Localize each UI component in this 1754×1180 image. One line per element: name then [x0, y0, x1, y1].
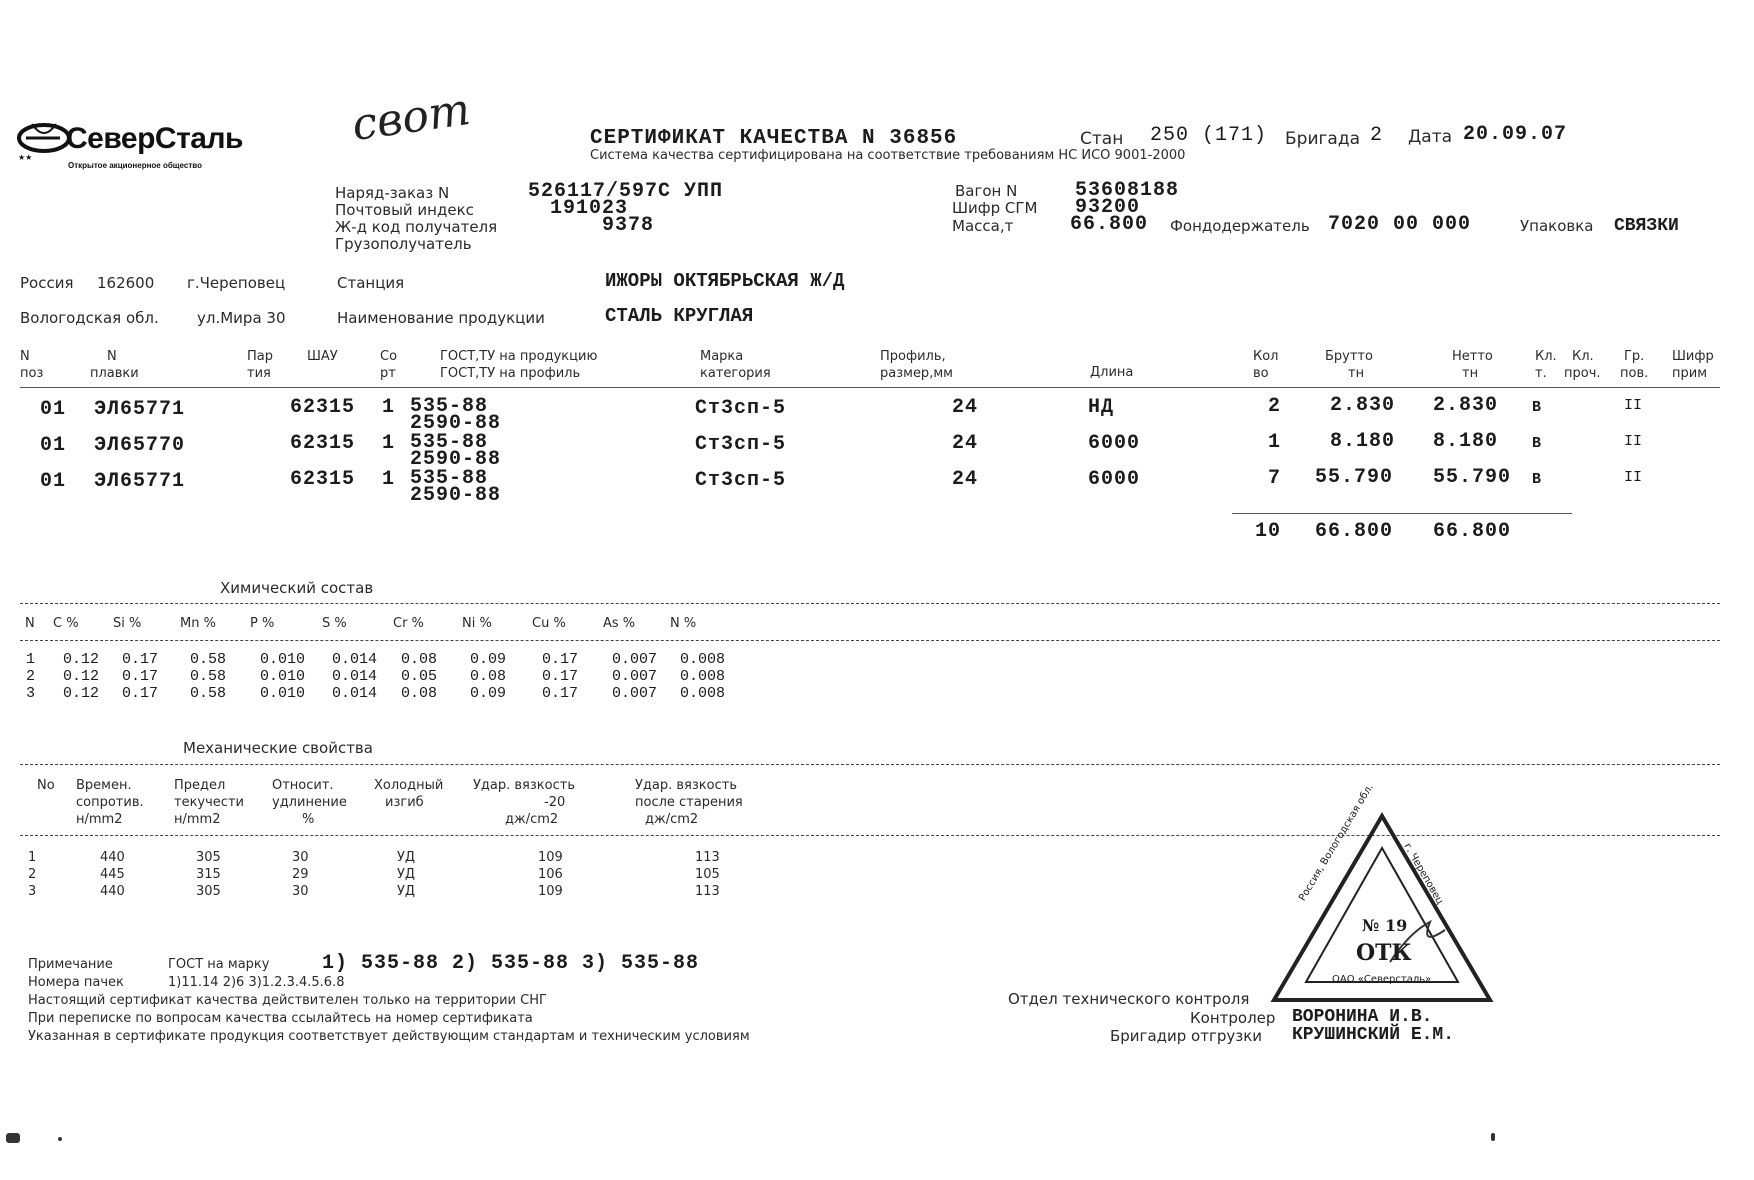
row-length: НД [1088, 396, 1115, 419]
row-gost-product: 535-88 [410, 395, 489, 418]
packs-label: Номера пачек [28, 975, 124, 990]
chem-cell: 0.17 [542, 651, 579, 668]
consignee-label: Грузополучатель [335, 235, 472, 253]
totals-divider [1232, 513, 1572, 514]
scan-speck [58, 1137, 62, 1141]
mech-cell: 2 [28, 867, 37, 882]
row-grade: Ст3сп-5 [695, 469, 787, 492]
row-gross: 8.180 [1330, 430, 1396, 453]
chemistry-title: Химический состав [220, 579, 374, 597]
mech-cell: УД [397, 850, 416, 865]
chem-cell: 0.09 [470, 685, 507, 702]
gost-label: ГОСТ на марку [168, 957, 270, 972]
packs-value: 1)11.14 2)6 3)1.2.3.4.5.6.8 [168, 975, 345, 990]
row-net: 55.790 [1433, 466, 1512, 489]
cipher-label: Шифр СГМ [952, 199, 1038, 217]
col-sort-2: рт [380, 366, 396, 381]
col-profile: Профиль, [880, 349, 946, 364]
mech-col-impact-aged: Удар. вязкость [635, 778, 737, 793]
address-city: г.Череповец [187, 274, 286, 292]
mech-col-bend: Холодный [374, 778, 444, 793]
chem-cell: 0.008 [680, 668, 726, 685]
pack-label: Упаковка [1520, 217, 1594, 235]
otk-stamp [1270, 782, 1494, 1008]
col-party-2: тия [247, 366, 271, 381]
stamp-number: № 19 [1362, 916, 1408, 935]
stan-value: 250 (171) [1150, 124, 1268, 147]
mech-col-impact: Удар. вязкость [473, 778, 575, 793]
stan-label: Стан [1080, 129, 1124, 149]
mech-cell: 3 [28, 884, 37, 899]
col-gost-2: ГОСТ,ТУ на профиль [440, 366, 581, 381]
col-gross-2: тн [1348, 366, 1365, 381]
gost-value: 1) 535-88 2) 535-88 3) 535-88 [322, 952, 700, 975]
note-line-2: При переписке по вопросам качества ссылайтесь на номер сертификата [28, 1011, 533, 1026]
postal-label: Почтовый индекс [335, 201, 474, 219]
mech-cell: 445 [100, 867, 125, 882]
mass-label: Масса,т [952, 217, 1014, 235]
address-zip: 162600 [97, 274, 155, 292]
col-pos-2: поз [20, 366, 44, 381]
mech-col-elong-2: удлинение [272, 795, 347, 810]
chem-col-mn: Mn % [180, 616, 216, 631]
chemistry-header-rule [20, 640, 1720, 641]
chem-col-p: P % [250, 616, 275, 631]
row-surface: II [1624, 469, 1643, 486]
mech-col-impact-2: -20 [544, 795, 566, 810]
chem-cell: 1 [26, 651, 36, 668]
mech-cell: 440 [100, 850, 125, 865]
row-net: 8.180 [1433, 430, 1499, 453]
chem-cell: 0.17 [542, 668, 579, 685]
mech-col-elong-3: % [302, 812, 315, 827]
stamp-dept: ОТК [1356, 940, 1412, 966]
row-pos: 01 [40, 434, 67, 457]
chem-cell: 0.007 [612, 668, 658, 685]
row-cls: В [1532, 435, 1542, 452]
logo-brand: СеверСталь [66, 122, 243, 155]
row-cls: В [1532, 399, 1542, 416]
chem-cell: 0.17 [122, 651, 159, 668]
order-label: Наряд-заказ N [335, 184, 450, 202]
row-pos: 01 [40, 470, 67, 493]
station-label: Станция [337, 274, 405, 292]
mech-col-impact-aged-3: дж/cm2 [645, 812, 699, 827]
row-gost-profile: 2590-88 [410, 448, 502, 471]
station-value: ИЖОРЫ ОКТЯБРЬСКАЯ Ж/Д [605, 270, 845, 292]
row-gost-profile: 2590-88 [410, 412, 502, 435]
row-net: 2.830 [1433, 394, 1499, 417]
col-sort: Со [380, 349, 398, 364]
row-shau: 62315 [290, 396, 356, 419]
chemistry-top-rule [20, 603, 1720, 604]
mech-cell: 109 [538, 884, 563, 899]
mech-cell: 113 [695, 850, 720, 865]
svg-text:★★: ★★ [18, 153, 33, 162]
chem-col-c: C % [53, 616, 79, 631]
row-sort: 1 [382, 432, 396, 455]
col-grade-2: категория [700, 366, 771, 381]
row-profile: 24 [952, 468, 979, 491]
mech-cell: 305 [196, 884, 221, 899]
chem-col-nn: N % [670, 616, 697, 631]
col-cipher: Шифр [1672, 349, 1714, 364]
mech-cell: 305 [196, 850, 221, 865]
row-gross: 2.830 [1330, 394, 1396, 417]
certificate-subtitle: Система качества сертифицирована на соответствие требованиям НС ИСО 9001-2000 [590, 148, 1186, 163]
chem-cell: 0.17 [542, 685, 579, 702]
scan-speck [6, 1133, 20, 1143]
row-surface: II [1624, 397, 1643, 414]
certificate-title: СЕРТИФИКАТ КАЧЕСТВА N 36856 [590, 127, 958, 150]
chem-col-cu: Cu % [532, 616, 566, 631]
mechanics-title: Механические свойства [183, 739, 373, 757]
chem-cell: 0.05 [401, 668, 438, 685]
brigadier-value: КРУШИНСКИЙ Е.М. [1292, 1025, 1455, 1045]
date-label: Дата [1408, 127, 1453, 147]
severstal-logo [16, 116, 286, 176]
chem-cell: 0.08 [470, 668, 507, 685]
col-strength-2: проч. [1564, 366, 1601, 381]
col-grade: Марка [700, 349, 744, 364]
row-length: 6000 [1088, 432, 1141, 455]
mech-cell: 315 [196, 867, 221, 882]
total-qty: 10 [1255, 520, 1282, 543]
row-heat: ЭЛ65770 [94, 434, 186, 457]
col-cipher-2: прим [1672, 366, 1708, 381]
mech-col-impact-3: дж/cm2 [505, 812, 559, 827]
product-value: СТАЛЬ КРУГЛАЯ [605, 305, 754, 327]
row-profile: 24 [952, 396, 979, 419]
row-cls: В [1532, 471, 1542, 488]
mech-cell: 440 [100, 884, 125, 899]
brigadier-label: Бригадир отгрузки [1110, 1027, 1263, 1045]
mech-cell: УД [397, 867, 416, 882]
total-gross: 66.800 [1315, 520, 1394, 543]
col-heat-2: плавки [90, 366, 139, 381]
row-gost-product: 535-88 [410, 467, 489, 490]
chem-col-cr: Cr % [393, 616, 424, 631]
stamp-org: ОАО «Северсталь» [1332, 974, 1432, 985]
row-length: 6000 [1088, 468, 1141, 491]
pack-value: СВЯЗКИ [1614, 216, 1679, 236]
row-profile: 24 [952, 432, 979, 455]
fund-label: Фондодержатель [1170, 217, 1310, 235]
chem-cell: 0.014 [332, 668, 378, 685]
col-surface-2: пов. [1620, 366, 1649, 381]
row-grade: Ст3сп-5 [695, 397, 787, 420]
chem-cell: 0.010 [260, 685, 306, 702]
col-gost: ГОСТ,ТУ на продукцию [440, 349, 598, 364]
order-value: 526117/597С УПП [528, 180, 724, 203]
row-sort: 1 [382, 468, 396, 491]
chem-col-as: As % [603, 616, 636, 631]
controller-label: Контролер [1190, 1009, 1276, 1027]
chem-cell: 0.010 [260, 668, 306, 685]
chem-col-ni: Ni % [462, 616, 492, 631]
note-line-3: Указанная в сертификате продукция соответствует действующим стандартам и техническим условиям [28, 1029, 750, 1044]
mech-col-impact-aged-2: после старения [635, 795, 743, 810]
mechanics-top-rule [20, 764, 1720, 765]
chem-cell: 0.008 [680, 685, 726, 702]
col-cls: Кл. [1535, 349, 1557, 364]
mech-cell: 109 [538, 850, 563, 865]
col-net: Нетто [1452, 349, 1493, 364]
mech-col-elong: Относит. [272, 778, 334, 793]
col-profile-2: размер,мм [880, 366, 953, 381]
stamp-left-edge: Россия, Вологодская обл. [1297, 782, 1376, 904]
chem-cell: 0.17 [122, 668, 159, 685]
row-gost-product: 535-88 [410, 431, 489, 454]
fund-value: 7020 00 000 [1328, 213, 1472, 236]
scan-speck [1491, 1133, 1495, 1141]
col-length: Длина [1090, 365, 1134, 380]
stamp-right-edge: г. Череповец [1401, 841, 1446, 907]
wagon-value: 53608188 [1075, 179, 1180, 202]
mass-value: 66.800 [1070, 213, 1149, 236]
col-cls-2: т. [1535, 366, 1547, 381]
chem-col-s: S % [322, 616, 347, 631]
row-qty: 1 [1268, 431, 1282, 454]
chem-col-n: N [25, 616, 35, 631]
col-surface: Гр. [1624, 349, 1645, 364]
col-qty: Кол [1253, 349, 1279, 364]
chem-cell: 0.014 [332, 651, 378, 668]
col-pos: N [20, 349, 30, 364]
product-label: Наименование продукции [337, 309, 545, 327]
address-region: Вологодская обл. [20, 309, 159, 327]
rail-code-value: 9378 [602, 214, 655, 237]
row-qty: 2 [1268, 395, 1282, 418]
row-gross: 55.790 [1315, 466, 1394, 489]
cipher-value: 93200 [1075, 196, 1141, 219]
date-value: 20.09.07 [1463, 123, 1568, 146]
qc-dept: Отдел технического контроля [1008, 990, 1250, 1008]
mech-cell: 30 [292, 850, 309, 865]
col-shau: ШАУ [307, 349, 338, 364]
row-qty: 7 [1268, 467, 1282, 490]
chem-cell: 0.010 [260, 651, 306, 668]
col-heat: N [107, 349, 117, 364]
mech-col-tensile: Времен. [76, 778, 132, 793]
mech-cell: 113 [695, 884, 720, 899]
mech-col-tensile-2: сопротив. [76, 795, 144, 810]
mech-cell: 30 [292, 884, 309, 899]
chem-cell: 0.007 [612, 685, 658, 702]
mech-col-tensile-3: н/mm2 [76, 812, 123, 827]
wagon-label: Вагон N [955, 182, 1018, 200]
col-party: Пар [247, 349, 273, 364]
chem-cell: 0.12 [63, 668, 100, 685]
chem-cell: 0.17 [122, 685, 159, 702]
row-shau: 62315 [290, 468, 356, 491]
row-grade: Ст3сп-5 [695, 433, 787, 456]
brigade-value: 2 [1370, 124, 1384, 147]
row-pos: 01 [40, 398, 67, 421]
chem-cell: 0.08 [401, 685, 438, 702]
row-gost-profile: 2590-88 [410, 484, 502, 507]
postal-value: 191023 [550, 197, 629, 220]
mech-col-bend-2: изгиб [385, 795, 424, 810]
row-heat: ЭЛ65771 [94, 398, 186, 421]
col-qty-2: во [1253, 366, 1269, 381]
remark-label: Примечание [28, 957, 113, 972]
note-line-1: Настоящий сертификат качества действителен только на территории СНГ [28, 993, 547, 1008]
chem-cell: 0.008 [680, 651, 726, 668]
brigade-label: Бригада [1285, 129, 1361, 149]
mech-col-no: No [37, 778, 55, 793]
chem-cell: 0.014 [332, 685, 378, 702]
row-surface: II [1624, 433, 1643, 450]
chem-cell: 0.12 [63, 685, 100, 702]
chem-cell: 3 [26, 685, 36, 702]
mech-cell: 106 [538, 867, 563, 882]
mech-cell: УД [397, 884, 416, 899]
address-street: ул.Мира 30 [197, 309, 286, 327]
chem-cell: 0.12 [63, 651, 100, 668]
mech-cell: 29 [292, 867, 309, 882]
logo-subtitle: Открытое акционерное общество [68, 161, 202, 170]
mech-col-yield-3: н/mm2 [174, 812, 221, 827]
handwritten-note: свот [348, 84, 474, 152]
chem-cell: 0.58 [190, 668, 227, 685]
chem-cell: 0.09 [470, 651, 507, 668]
row-heat: ЭЛ65771 [94, 470, 186, 493]
chem-cell: 0.58 [190, 685, 227, 702]
col-strength: Кл. [1572, 349, 1594, 364]
total-net: 66.800 [1433, 520, 1512, 543]
row-sort: 1 [382, 396, 396, 419]
col-gross: Брутто [1325, 349, 1373, 364]
controller-value: ВОРОНИНА И.В. [1292, 1007, 1433, 1027]
address-country: Россия [20, 274, 74, 292]
mech-cell: 105 [695, 867, 720, 882]
chem-cell: 0.08 [401, 651, 438, 668]
row-shau: 62315 [290, 432, 356, 455]
chem-col-si: Si % [113, 616, 142, 631]
products-header-divider [20, 387, 1720, 388]
chem-cell: 2 [26, 668, 36, 685]
chem-cell: 0.007 [612, 651, 658, 668]
chem-cell: 0.58 [190, 651, 227, 668]
mech-cell: 1 [28, 850, 37, 865]
col-net-2: тн [1462, 366, 1479, 381]
mech-col-yield: Предел [174, 778, 226, 793]
mech-col-yield-2: текучести [174, 795, 244, 810]
rail-code-label: Ж-д код получателя [335, 218, 498, 236]
